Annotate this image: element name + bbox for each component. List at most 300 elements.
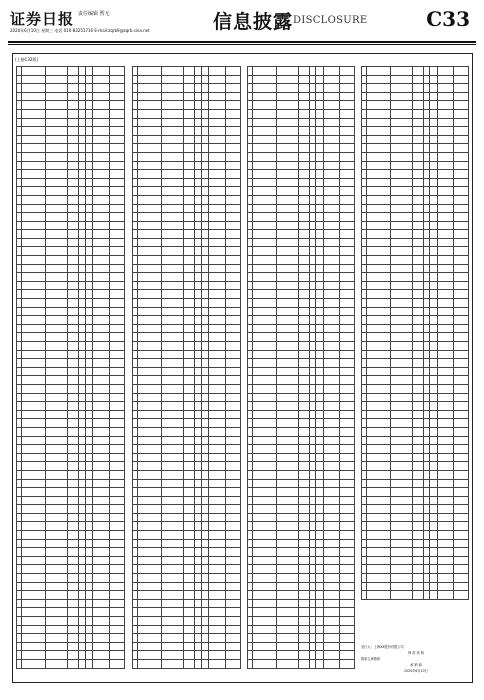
table-cell [316, 350, 324, 359]
table-row [133, 402, 241, 411]
table-cell [316, 591, 324, 600]
table-row [248, 565, 355, 574]
table-cell [225, 170, 240, 179]
table-cell [138, 651, 162, 660]
table-cell [339, 144, 354, 153]
table-cell [453, 204, 468, 213]
table-cell [93, 127, 109, 136]
table-cell [85, 359, 93, 368]
table-row [248, 479, 355, 488]
table-cell [68, 591, 79, 600]
table-cell [68, 67, 79, 76]
table-cell [209, 118, 225, 127]
table-cell [323, 659, 339, 668]
table-cell [225, 299, 240, 308]
table-cell [453, 221, 468, 230]
table-cell [437, 101, 453, 110]
table-cell [201, 204, 209, 213]
table-cell [298, 307, 309, 316]
table-cell [298, 427, 309, 436]
table-cell [367, 221, 391, 230]
table-cell [437, 462, 453, 471]
table-cell [253, 204, 277, 213]
table-cell [437, 256, 453, 265]
table-cell [138, 281, 162, 290]
table-cell [85, 496, 93, 505]
table-cell [46, 591, 68, 600]
table-cell [162, 324, 184, 333]
table-cell [93, 359, 109, 368]
table-cell [138, 359, 162, 368]
table-cell [201, 213, 209, 222]
table-cell [162, 599, 184, 608]
table-cell [162, 67, 184, 76]
table-cell [298, 204, 309, 213]
table-cell [46, 642, 68, 651]
table-cell [316, 659, 324, 668]
table-cell [138, 342, 162, 351]
table-cell [138, 135, 162, 144]
table-cell [184, 488, 195, 497]
table-cell [184, 419, 195, 428]
table-cell [412, 109, 423, 118]
table-row [133, 273, 241, 282]
table-cell [162, 161, 184, 170]
table-cell [391, 445, 413, 454]
table-row [133, 539, 241, 548]
table-cell [22, 470, 46, 479]
table-cell [109, 659, 124, 668]
table-cell [391, 436, 413, 445]
table-cell [453, 384, 468, 393]
table-cell [391, 342, 413, 351]
table-cell [391, 187, 413, 196]
table-row [362, 539, 469, 548]
table-cell [253, 238, 277, 247]
table-row [17, 324, 125, 333]
table-cell [430, 531, 438, 540]
table-cell [453, 591, 468, 600]
table-cell [138, 427, 162, 436]
table-cell [138, 152, 162, 161]
table-cell [339, 402, 354, 411]
table-cell [298, 565, 309, 574]
table-row [133, 462, 241, 471]
table-cell [430, 92, 438, 101]
table-cell [453, 548, 468, 557]
table-cell [22, 582, 46, 591]
table-cell [85, 470, 93, 479]
table-cell [298, 539, 309, 548]
table-cell [391, 582, 413, 591]
table-cell [209, 170, 225, 179]
table-row [17, 410, 125, 419]
table-cell [277, 582, 299, 591]
table-cell [46, 548, 68, 557]
table-row [133, 599, 241, 608]
table-cell [109, 599, 124, 608]
table-row [362, 152, 469, 161]
table-cell [367, 92, 391, 101]
table-row [248, 634, 355, 643]
table-cell [367, 144, 391, 153]
table-cell [316, 247, 324, 256]
table-cell [68, 152, 79, 161]
table-cell [93, 204, 109, 213]
table-cell [85, 281, 93, 290]
table-cell [453, 273, 468, 282]
table-cell [391, 333, 413, 342]
table-cell [316, 264, 324, 273]
table-cell [184, 213, 195, 222]
table-cell [253, 307, 277, 316]
table-cell [209, 565, 225, 574]
table-cell [201, 427, 209, 436]
table-row [17, 522, 125, 531]
table-cell [391, 427, 413, 436]
table-cell [209, 522, 225, 531]
table-cell [253, 170, 277, 179]
table-cell [316, 445, 324, 454]
table-cell [109, 92, 124, 101]
table-cell [316, 221, 324, 230]
table-cell [85, 101, 93, 110]
table-cell [453, 101, 468, 110]
table-cell [68, 505, 79, 514]
table-cell [209, 290, 225, 299]
table-cell [253, 427, 277, 436]
table-row [17, 419, 125, 428]
table-cell [68, 359, 79, 368]
table-cell [109, 290, 124, 299]
table-cell [109, 144, 124, 153]
table-cell [46, 247, 68, 256]
table-cell [138, 591, 162, 600]
table-cell [453, 350, 468, 359]
table-cell [68, 299, 79, 308]
table-cell [339, 92, 354, 101]
table-cell [367, 367, 391, 376]
table-cell [298, 651, 309, 660]
table-cell [430, 127, 438, 136]
table-cell [339, 247, 354, 256]
table-cell [85, 522, 93, 531]
table-cell [412, 496, 423, 505]
table-cell [298, 213, 309, 222]
table-cell [391, 178, 413, 187]
table-cell [109, 608, 124, 617]
table-cell [22, 419, 46, 428]
table-cell [46, 462, 68, 471]
table-cell [391, 384, 413, 393]
table-cell [323, 513, 339, 522]
table-cell [209, 548, 225, 557]
table-row [17, 479, 125, 488]
table-cell [298, 453, 309, 462]
table-cell [339, 101, 354, 110]
table-row [133, 221, 241, 230]
table-cell [68, 161, 79, 170]
table-cell [412, 462, 423, 471]
table-cell [339, 625, 354, 634]
table-cell [339, 591, 354, 600]
table-cell [85, 608, 93, 617]
table-cell [298, 531, 309, 540]
table-cell [22, 384, 46, 393]
table-row [248, 505, 355, 514]
table-cell [46, 84, 68, 93]
table-cell [162, 419, 184, 428]
table-row [133, 659, 241, 668]
table-cell [430, 195, 438, 204]
table-cell [138, 221, 162, 230]
table-cell [225, 608, 240, 617]
table-cell [339, 384, 354, 393]
table-row [17, 127, 125, 136]
table-cell [391, 161, 413, 170]
table-cell [68, 213, 79, 222]
table-cell [46, 127, 68, 136]
table-cell [277, 238, 299, 247]
table-cell [138, 548, 162, 557]
table-row [133, 565, 241, 574]
table-row [17, 384, 125, 393]
table-cell [412, 410, 423, 419]
table-cell [138, 161, 162, 170]
table-cell [367, 462, 391, 471]
table-cell [209, 316, 225, 325]
table-row [248, 195, 355, 204]
table-row [17, 350, 125, 359]
table-cell [391, 410, 413, 419]
table-cell [391, 281, 413, 290]
table-cell [184, 144, 195, 153]
table-cell [367, 350, 391, 359]
table-cell [323, 152, 339, 161]
table-cell [93, 617, 109, 626]
table-row [133, 488, 241, 497]
table-cell [138, 445, 162, 454]
table-cell [323, 273, 339, 282]
table-cell [437, 402, 453, 411]
notice-line: 承 销 商 [410, 663, 422, 667]
table-cell [93, 170, 109, 179]
table-cell [109, 187, 124, 196]
table-cell [46, 574, 68, 583]
table-cell [85, 161, 93, 170]
table-cell [109, 582, 124, 591]
table-cell [22, 324, 46, 333]
table-cell [209, 479, 225, 488]
table-cell [437, 384, 453, 393]
table-cell [93, 582, 109, 591]
table-cell [437, 264, 453, 273]
table-cell [367, 247, 391, 256]
table-cell [253, 376, 277, 385]
table-cell [253, 453, 277, 462]
table-cell [367, 204, 391, 213]
table-cell [162, 591, 184, 600]
table-cell [68, 367, 79, 376]
table-cell [367, 556, 391, 565]
table-cell [316, 135, 324, 144]
table-cell [391, 204, 413, 213]
table-cell [298, 436, 309, 445]
table-cell [138, 574, 162, 583]
table-cell [277, 324, 299, 333]
table-cell [323, 350, 339, 359]
table-row [133, 247, 241, 256]
table-cell [339, 548, 354, 557]
table-row [133, 281, 241, 290]
table-cell [225, 599, 240, 608]
table-cell [391, 221, 413, 230]
table-row [362, 67, 469, 76]
table-cell [201, 256, 209, 265]
table-row [17, 84, 125, 93]
table-cell [453, 118, 468, 127]
table-cell [391, 367, 413, 376]
table-cell [109, 556, 124, 565]
table-cell [298, 256, 309, 265]
table-cell [22, 238, 46, 247]
table-cell [253, 213, 277, 222]
table-cell [68, 290, 79, 299]
table-cell [68, 488, 79, 497]
table-cell [93, 531, 109, 540]
table-cell [323, 238, 339, 247]
table-cell [453, 582, 468, 591]
table-cell [85, 505, 93, 514]
table-cell [323, 333, 339, 342]
allocation-table [247, 66, 355, 669]
table-cell [93, 402, 109, 411]
table-cell [367, 290, 391, 299]
table-cell [138, 556, 162, 565]
table-cell [453, 410, 468, 419]
table-cell [201, 281, 209, 290]
table-cell [138, 367, 162, 376]
table-cell [437, 152, 453, 161]
table-cell [316, 565, 324, 574]
table-row [248, 513, 355, 522]
table-cell [201, 367, 209, 376]
table-cell [339, 350, 354, 359]
table-cell [391, 591, 413, 600]
table-cell [85, 488, 93, 497]
table-cell [93, 109, 109, 118]
table-cell [277, 256, 299, 265]
table-row [133, 187, 241, 196]
table-cell [162, 402, 184, 411]
table-cell [437, 505, 453, 514]
continued-label: (上接C32版) [15, 57, 39, 62]
table-cell [184, 642, 195, 651]
table-cell [46, 513, 68, 522]
table-row [133, 617, 241, 626]
table-cell [109, 436, 124, 445]
table-cell [277, 462, 299, 471]
table-cell [68, 496, 79, 505]
table-cell [109, 367, 124, 376]
table-cell [68, 599, 79, 608]
table-cell [22, 247, 46, 256]
table-cell [412, 470, 423, 479]
table-cell [184, 187, 195, 196]
table-cell [162, 238, 184, 247]
notice-line: 2020年6月10日 [404, 669, 428, 673]
table-cell [298, 238, 309, 247]
table-cell [277, 376, 299, 385]
table-cell [46, 135, 68, 144]
table-cell [453, 522, 468, 531]
table-cell [209, 109, 225, 118]
table-cell [430, 152, 438, 161]
table-cell [367, 453, 391, 462]
table-cell [391, 290, 413, 299]
table-cell [162, 195, 184, 204]
table-row [133, 556, 241, 565]
table-cell [138, 488, 162, 497]
table-cell [201, 393, 209, 402]
table-cell [316, 479, 324, 488]
table-cell [225, 470, 240, 479]
table-cell [93, 290, 109, 299]
table-cell [225, 625, 240, 634]
table-cell [277, 333, 299, 342]
table-cell [453, 213, 468, 222]
allocation-table [16, 66, 125, 669]
table-cell [22, 531, 46, 540]
table-row [17, 659, 125, 668]
table-row [133, 152, 241, 161]
table-cell [277, 264, 299, 273]
table-cell [339, 608, 354, 617]
table-cell [323, 67, 339, 76]
table-cell [391, 92, 413, 101]
table-cell [412, 204, 423, 213]
table-cell [367, 393, 391, 402]
table-cell [316, 359, 324, 368]
table-cell [22, 316, 46, 325]
table-cell [109, 127, 124, 136]
table-cell [225, 187, 240, 196]
table-cell [93, 350, 109, 359]
table-cell [430, 101, 438, 110]
table-cell [339, 170, 354, 179]
table-cell [323, 531, 339, 540]
table-cell [323, 393, 339, 402]
table-cell [109, 256, 124, 265]
table-cell [339, 531, 354, 540]
table-cell [323, 195, 339, 204]
table-cell [277, 92, 299, 101]
table-cell [391, 505, 413, 514]
table-cell [316, 436, 324, 445]
table-cell [277, 342, 299, 351]
table-cell [209, 436, 225, 445]
table-cell [277, 359, 299, 368]
table-cell [184, 221, 195, 230]
table-cell [209, 625, 225, 634]
table-cell [253, 135, 277, 144]
table-cell [453, 67, 468, 76]
table-cell [339, 659, 354, 668]
table-cell [367, 307, 391, 316]
table-cell [430, 384, 438, 393]
table-cell [68, 565, 79, 574]
table-cell [277, 127, 299, 136]
